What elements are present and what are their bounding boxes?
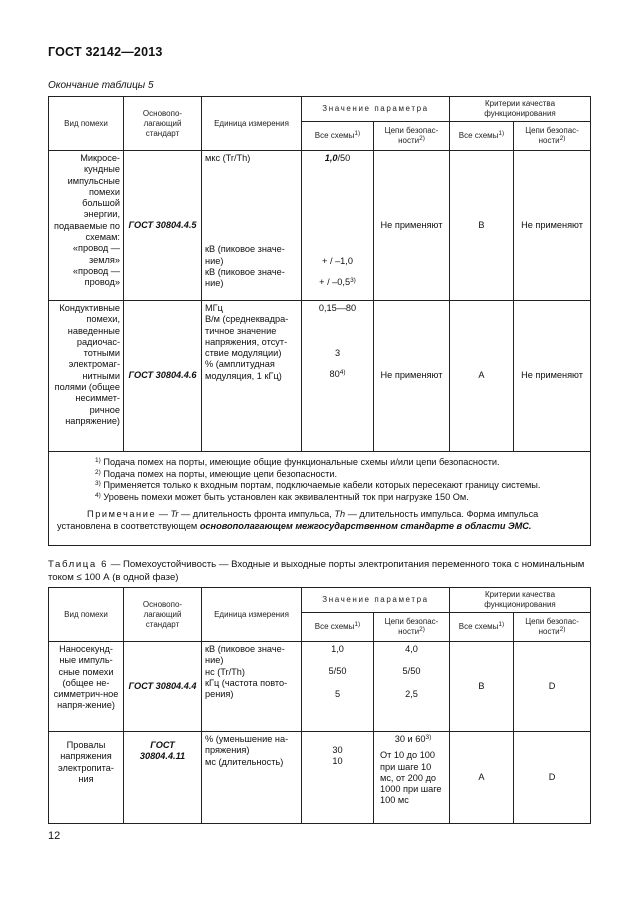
header-crit-all: Все схемы$^{1)}$ <box>450 613 514 642</box>
value-all-cell: 0,15—80 3 80$^{4)}$ <box>302 301 374 452</box>
unit-cell: мкс (Tr/Th) кВ (пиковое значе-ние) кВ (пиковое значе-ние) <box>202 151 302 301</box>
table5-continuation-label: Окончание таблицы 5 <box>48 80 154 91</box>
table-row <box>49 732 591 824</box>
header-safety-circuits: Цепи безопас-ности$^{2)}$ <box>374 122 450 151</box>
table-row <box>49 301 591 452</box>
header-interference-type: Вид помехи <box>49 588 124 642</box>
unit-cell: кВ (пиковое значе-ние) нс (Tr/Th) кГц (частота повто-рения) <box>202 642 302 732</box>
header-all-schemes: Все схемы$^{1)}$ <box>302 122 374 151</box>
standard-cell: ГОСТ 30804.4.5 <box>124 151 202 301</box>
value-safety-cell: Не применяют <box>374 301 450 452</box>
header-base-standard: Основопо-лагающий стандарт <box>124 97 202 151</box>
unit-cell: МГц В/м (среднеквадра-тичное значение напряжения, отсут-ствие модуляции) % (амплитудная модуляция, 1 кГц) <box>202 301 302 452</box>
crit-safety-cell: Не применяют <box>514 151 591 301</box>
footnote: $^{2)}$ Подача помех на порты, имеющие цепи безопасности. <box>95 468 338 479</box>
header-base-standard: Основопо-лагающий стандарт <box>124 588 202 642</box>
crit-all-cell: В <box>450 151 514 301</box>
footnote: $^{1)}$ Подача помех на порты, имеющие общие функциональные схемы и/или цепи безопасности. <box>95 457 500 467</box>
crit-safety-cell: Не применяют <box>514 301 591 452</box>
header-crit-safety: Цепи безопас-ности$^{2)}$ <box>514 122 591 151</box>
interference-type-cell: Кондуктивные помехи, наведенные радиочас-тотными электромаг-нитными полями (общее несиммет-ричное напряжение) <box>49 301 124 452</box>
header-crit-all: Все схемы$^{1)}$ <box>450 122 514 151</box>
value-safety-cell: Не применяют <box>374 151 450 301</box>
table6 <box>48 587 591 824</box>
header-criteria: Критерии качества функционирования <box>450 588 591 613</box>
page-number: 12 <box>48 830 61 842</box>
table6-caption: Таблица 6 — Помехоустойчивость — Входные и выходные порты электропитания переменного тока с номинальным током ≤ 100 А (в одной фазе) <box>48 559 585 583</box>
value-safety-cell: 4,0 5/50 2,5 <box>374 642 450 732</box>
value-all-cell: 1,0/50 + / –1,0 + / –0,5$^{3)}$ <box>302 151 374 301</box>
table-row <box>49 151 591 301</box>
crit-safety-cell: D <box>514 732 591 824</box>
header-interference-type: Вид помехи <box>49 97 124 151</box>
unit-cell: % (уменьшение на-пряжения) мс (длительность) <box>202 732 302 824</box>
header-param-value: Значение параметра <box>302 97 450 122</box>
header-criteria: Критерии качества функционирования <box>450 97 591 122</box>
table5 <box>48 96 591 546</box>
header-safety-circuits: Цепи безопас-ности$^{2)}$ <box>374 613 450 642</box>
crit-safety-cell: D <box>514 642 591 732</box>
crit-all-cell: В <box>450 642 514 732</box>
header-param-value: Значение параметра <box>302 588 450 613</box>
standard-cell: ГОСТ 30804.4.11 <box>124 732 202 824</box>
header-unit: Единица измерения <box>202 588 302 642</box>
crit-all-cell: А <box>450 301 514 452</box>
standard-cell: ГОСТ 30804.4.6 <box>124 301 202 452</box>
header-all-schemes: Все схемы$^{1)}$ <box>302 613 374 642</box>
value-all-cell: 30 10 <box>302 732 374 824</box>
value-all-cell: 1,0 5/50 5 <box>302 642 374 732</box>
value-safety-cell: 30 и 60$^{3)}$ От 10 до 100 при шаге 10 мс, от 200 до 1000 при шаге 100 мс <box>374 732 450 824</box>
table5-footnotes <box>49 452 591 546</box>
footnote: $^{4)}$ Уровень помехи может быть установлен как эквивалентный ток при нагрузке 150 Ом. <box>95 491 469 502</box>
header-crit-safety: Цепи безопас-ности$^{2)}$ <box>514 613 591 642</box>
header-unit: Единица измерения <box>202 97 302 151</box>
interference-type-cell: Провалы напряжения электропита-ния <box>49 732 124 824</box>
table-row <box>49 642 591 732</box>
table5-note: Примечание — Tr — длительность фронта импульса, Th — длительность импульса. Форма импульса установлена в соответствующем основополагающем межгосударственном стандарте в области ЭМС. <box>57 509 539 531</box>
footnote: $^{3)}$ Применяется только к входным портам, подключаемые кабели которых пересекают границу системы. <box>95 480 541 491</box>
document-header: ГОСТ 32142—2013 <box>48 45 163 59</box>
interference-type-cell: Наносекунд-ные импуль-сные помехи (общее не-симметрич-ное напря-жение) <box>49 642 124 732</box>
crit-all-cell: А <box>450 732 514 824</box>
interference-type-cell: Микросе-кундные импульсные помехи большой энергии, подаваемые по схемам: «провод — земля» «провод — провод» <box>49 151 124 301</box>
standard-cell: ГОСТ 30804.4.4 <box>124 642 202 732</box>
